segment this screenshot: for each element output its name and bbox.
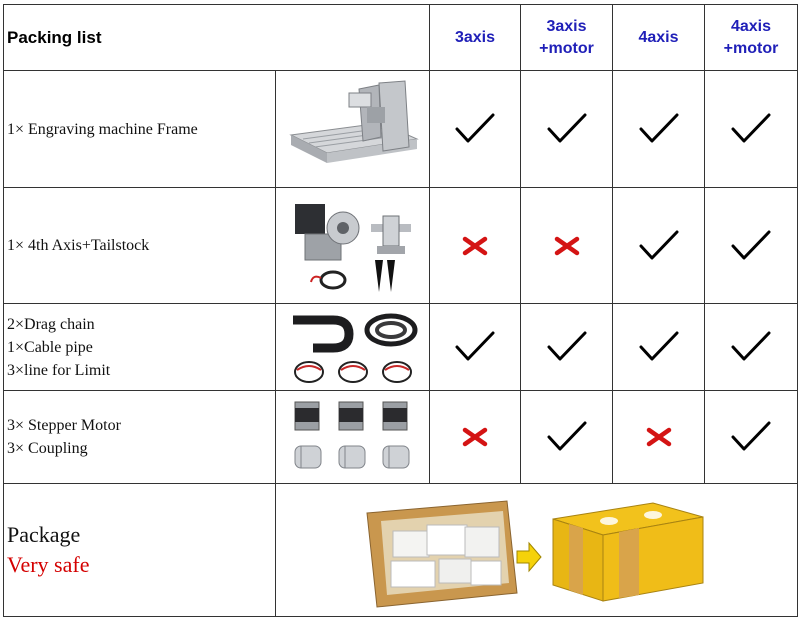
item-line: 3× Stepper Motor <box>7 417 121 434</box>
col-header-line1: 3axis <box>454 28 496 46</box>
package-box-photos <box>276 484 798 617</box>
mark-cell <box>430 71 521 188</box>
table-row <box>4 391 798 484</box>
col-header-4axis <box>613 5 705 71</box>
col-header-3axis <box>430 5 521 71</box>
mark-cell <box>705 188 798 304</box>
item-description <box>4 391 276 484</box>
mark-cell <box>430 391 521 484</box>
mark-cell <box>705 391 798 484</box>
checkmark-icon <box>730 236 772 253</box>
item-line: 1× Engraving machine Frame <box>7 120 198 138</box>
item-description <box>4 71 276 188</box>
package-title: Package <box>7 522 81 547</box>
packing-list-title: Packing list <box>4 5 430 71</box>
packing-list-table <box>3 4 798 617</box>
checkmark-icon <box>730 120 772 137</box>
header-row <box>4 5 798 71</box>
mark-cell <box>521 304 613 391</box>
checkmark-icon <box>546 338 588 355</box>
col-header-4axis-motor <box>705 5 798 71</box>
mark-cell <box>705 304 798 391</box>
checkmark-icon <box>454 120 496 137</box>
mark-cell <box>430 188 521 304</box>
checkmark-icon <box>454 338 496 355</box>
stepper-motors-couplings-photo <box>276 391 430 484</box>
item-line: 1×Cable pipe <box>7 338 93 356</box>
cross-icon <box>462 428 488 445</box>
package-subtitle: Very safe <box>7 552 90 577</box>
col-header-line1: 4axis <box>730 17 772 35</box>
drag-chain-cables-photo <box>276 304 430 391</box>
mark-cell <box>613 391 705 484</box>
col-header-line1: 4axis <box>638 28 679 46</box>
package-row <box>4 484 798 617</box>
item-line: 3×line for Limit <box>7 361 111 379</box>
mark-cell <box>705 71 798 188</box>
mark-cell <box>613 71 705 188</box>
mark-cell <box>613 188 705 304</box>
item-line: 2×Drag chain <box>7 315 95 333</box>
table-row <box>4 188 798 304</box>
engraving-machine-frame-photo <box>276 71 430 188</box>
checkmark-icon <box>546 120 588 137</box>
checkmark-icon <box>730 428 772 445</box>
cross-icon <box>554 236 580 253</box>
col-header-line2: +motor <box>723 39 779 57</box>
checkmark-icon <box>638 338 680 355</box>
mark-cell <box>613 304 705 391</box>
package-description <box>4 484 276 617</box>
col-header-line1: 3axis <box>546 17 587 35</box>
item-line: 1× 4th Axis+Tailstock <box>7 237 150 254</box>
table-row <box>4 71 798 188</box>
checkmark-icon <box>638 236 680 253</box>
item-description <box>4 188 276 304</box>
cross-icon <box>646 428 672 445</box>
checkmark-icon <box>730 338 772 355</box>
mark-cell <box>521 391 613 484</box>
col-header-line2: +motor <box>539 39 594 57</box>
mark-cell <box>521 71 613 188</box>
checkmark-icon <box>546 428 588 445</box>
item-line: 3× Coupling <box>7 440 88 457</box>
cross-icon <box>462 236 488 253</box>
col-header-3axis-motor <box>521 5 613 71</box>
mark-cell <box>521 188 613 304</box>
table-row <box>4 304 798 391</box>
item-description <box>4 304 276 391</box>
mark-cell <box>430 304 521 391</box>
checkmark-icon <box>638 120 680 137</box>
fourth-axis-tailstock-photo <box>276 188 430 304</box>
